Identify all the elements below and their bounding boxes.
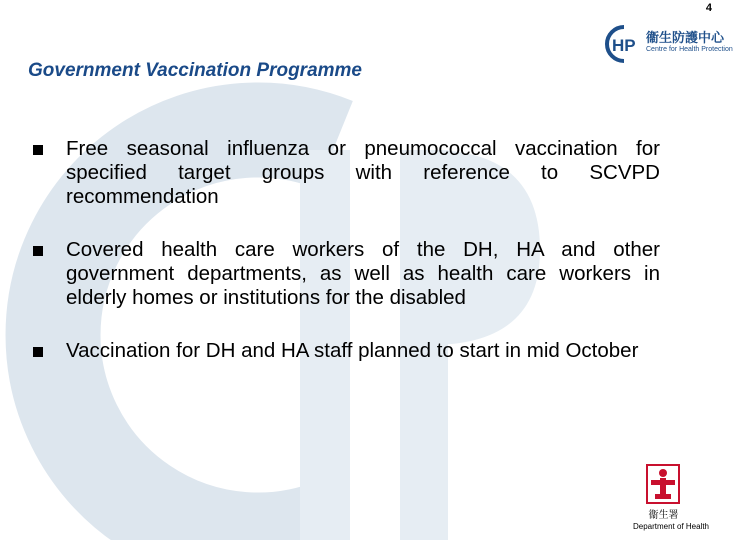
slide-title: Government Vaccination Programme [28, 60, 363, 81]
chp-logo-acronym: HP [612, 36, 636, 55]
page-number: 4 [705, 2, 712, 14]
square-bullet-icon [33, 145, 43, 155]
bullet-text: Free seasonal influenza or pneumococcal vaccination for specified target groups with reference to SCVPD recommendation [66, 137, 660, 208]
bullet-item [28, 339, 660, 363]
bullet-text: Covered health care workers of the DH, HA and other government departments, as well as health care workers in elderly homes or institutions for the disabled [66, 238, 660, 309]
bullet-item [28, 137, 660, 209]
chp-logo-chinese-name: 衞生防護中心 [646, 30, 725, 45]
department-of-health-emblem-icon [646, 464, 680, 504]
square-bullet-icon [33, 347, 43, 357]
chp-logo-english-name: Centre for Health Protection [646, 46, 733, 53]
department-of-health-english-name: Department of Health [632, 522, 710, 531]
department-of-health-chinese-name: 衞生署 [648, 510, 679, 521]
bullet-text: Vaccination for DH and HA staff planned to start in mid October [66, 339, 639, 362]
department-of-health-logo [626, 464, 716, 538]
chp-logo-icon [600, 22, 644, 66]
square-bullet-icon [33, 246, 43, 256]
bullet-list [28, 137, 660, 363]
bullet-item [28, 238, 660, 310]
chp-logo [600, 22, 733, 66]
